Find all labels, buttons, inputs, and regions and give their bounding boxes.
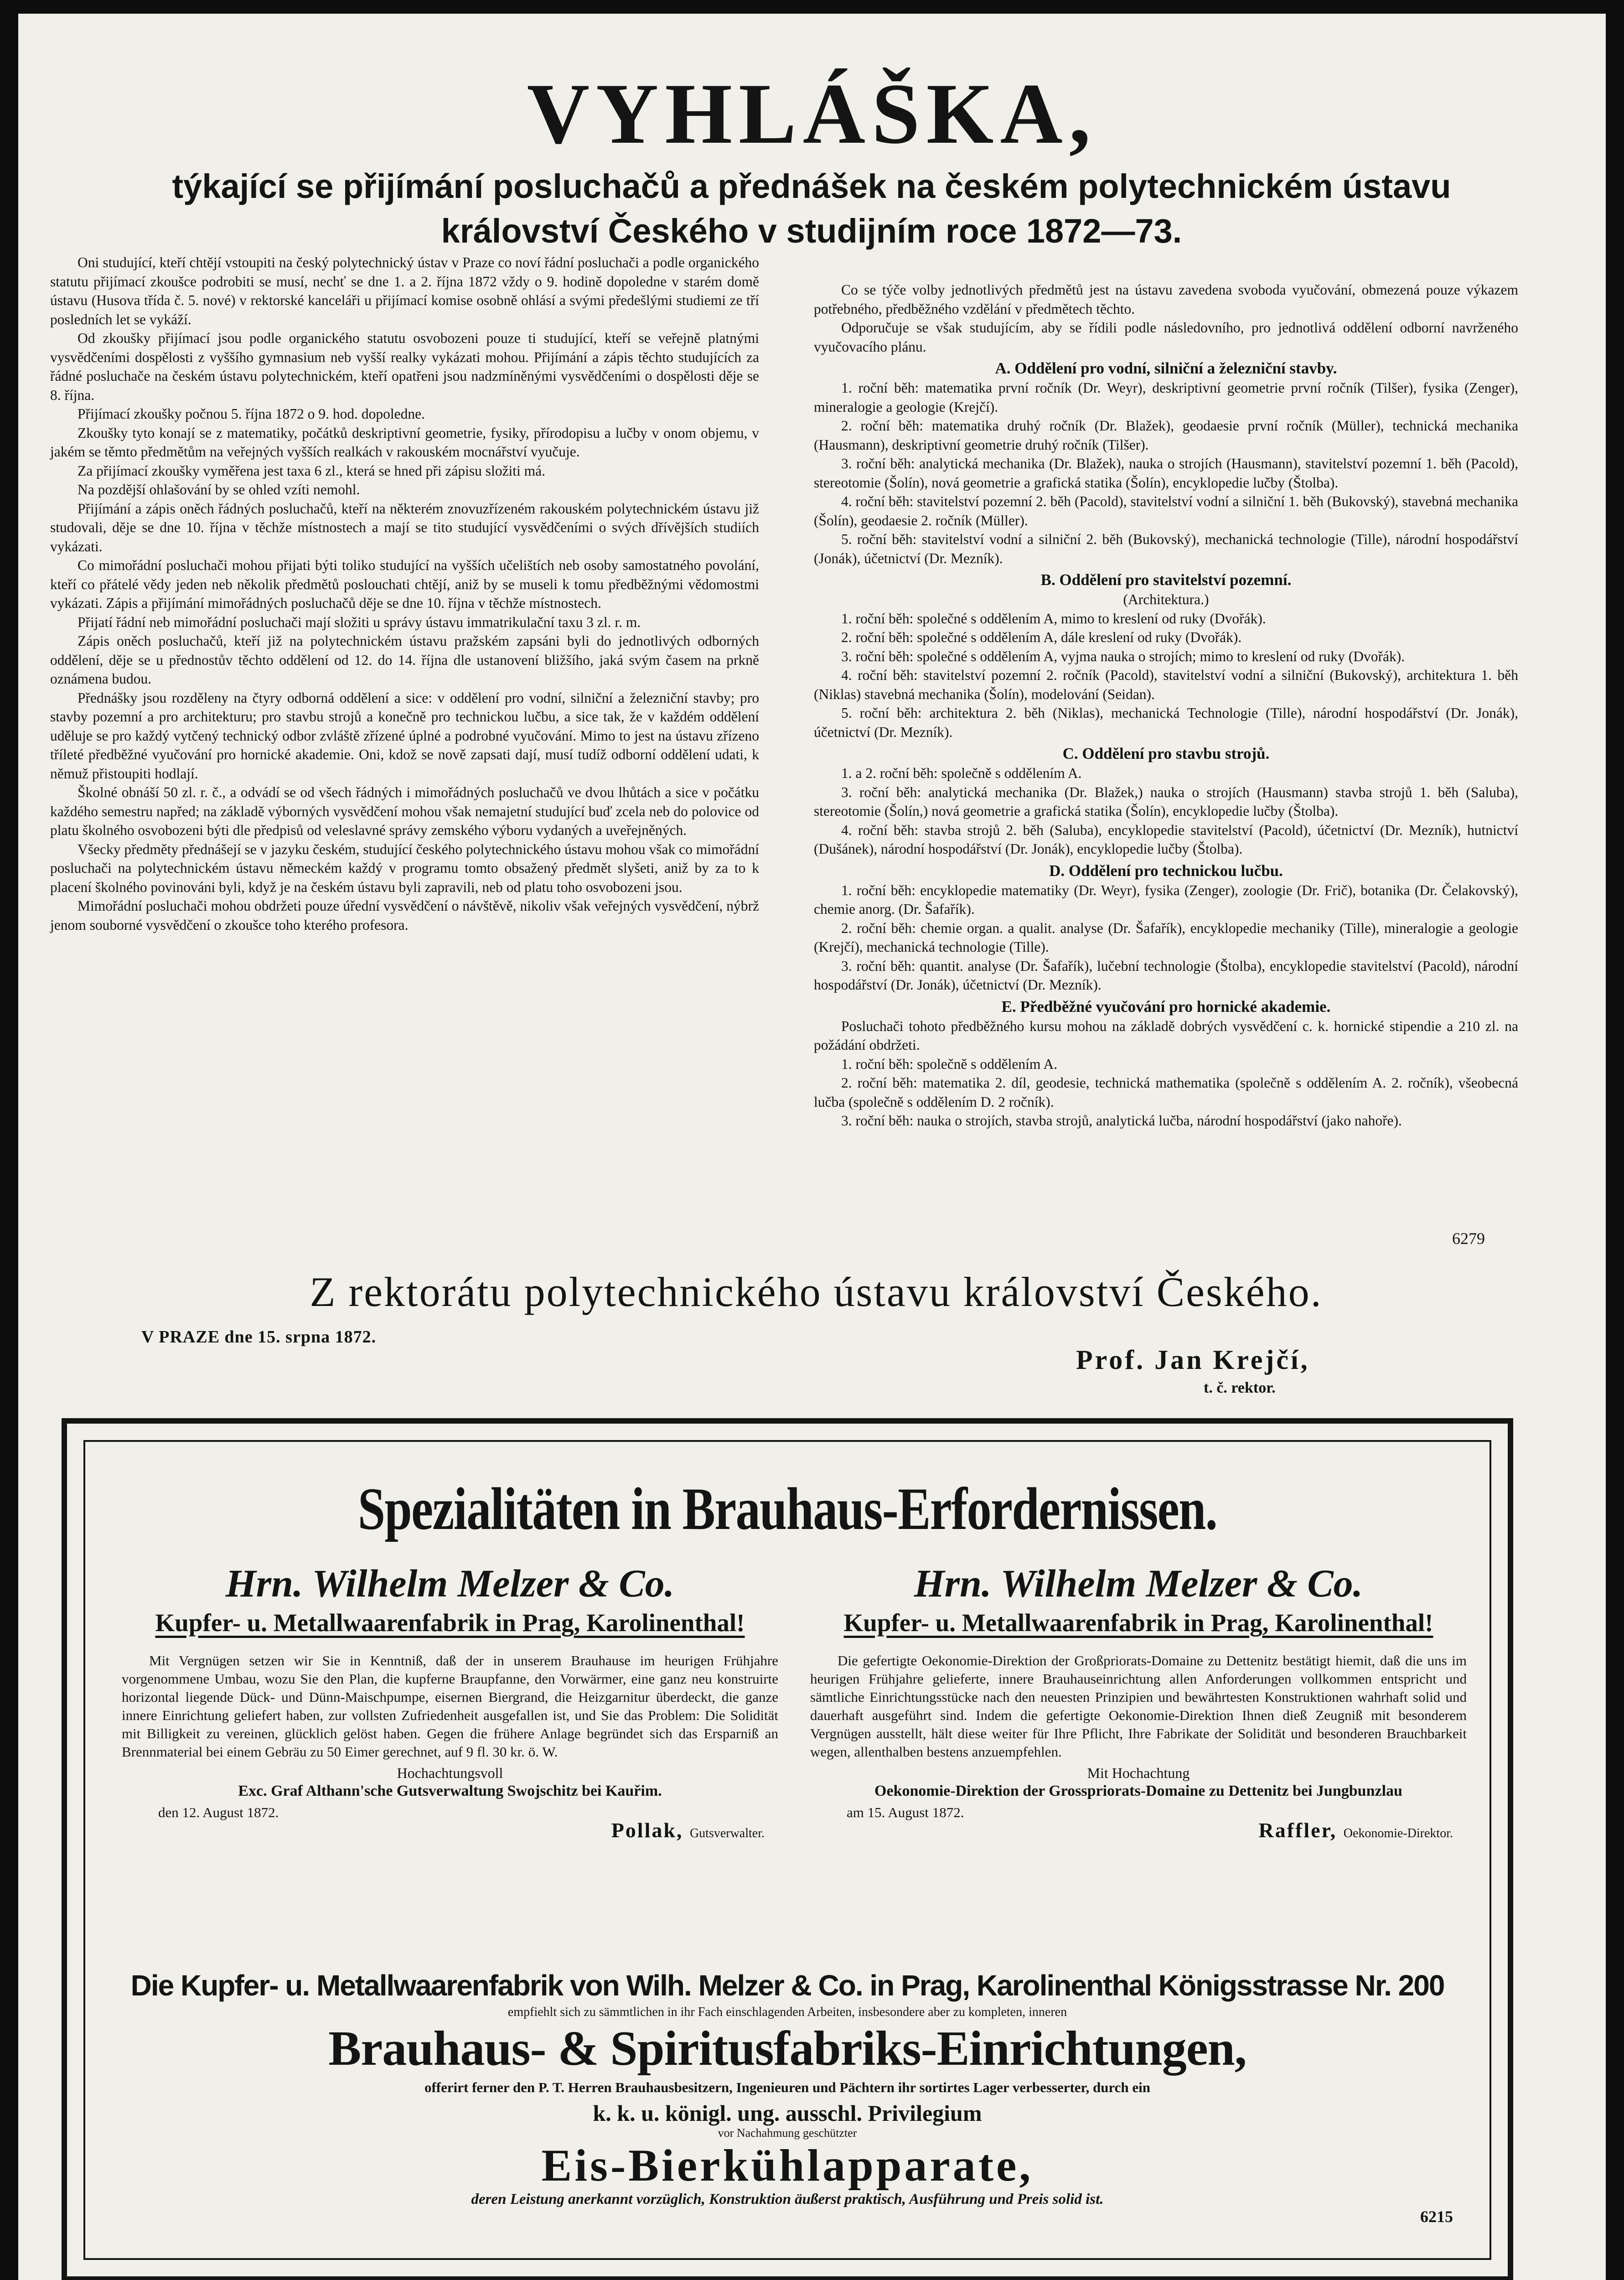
testimonial-body: Mit Vergnügen setzen wir Sie in Kenntniß, daß der in unserem Brauhause im heurigen Frühjahre vorgenommene Umbau, wozu Sie den Plan, die kupferne Braupfanne, den Vorwärmer, eine ganz neu konstruirte horizontal liegende Dück- und Dünn-Maischpumpe, eisernen Biergrand, die Heizgarnitur überdeckt, die ganze innere Einrichtung geliefert haben, zur vollsten Zufriedenheit ausgefallen ist, und Sie das Problem: Die Solidität mit Billigkeit zu vereinen, glücklich gelöst haben. Gegen die frühere Anlage begründet sich das Ersparniß an Brennmaterial bei einem Gebräu zu 50 Eimer gerechnet, auf 9 fl. 30 kr. ö. W. bbox=[122, 1653, 778, 1760]
newspaper-page bbox=[18, 14, 1606, 2280]
course-item: 2. roční běh: matematika druhý ročník (Dr. Blažek), geodaesie první ročník (Müller), technická mechanika (Hausmann), deskriptivní geometrie druhý ročník (Tilšer). bbox=[814, 418, 1518, 453]
paragraph: Co mimořádní posluchači mohou přijati býti toliko studující na vyšších učelištích neb osoby samostatného povolání, kteří co přátelé vědy jeden neb několik předmětů poslouchati chtějí, aniž by se museli k tomu předběžnými vědomostmi vykázati. Zápis a přijímání mimořádných posluchačů děje se dne 10. října v těchže místnostech. bbox=[50, 557, 759, 611]
advertisement-box bbox=[62, 1418, 1513, 2280]
section-e-intro: Posluchači tohoto předběžného kursu mohou na základě dobrých vysvědčení c. k. hornické stipendie a 210 zl. na požádání obdržeti. bbox=[814, 1018, 1518, 1053]
paragraph: Školné obnáší 50 zl. r. č., a odvádí se od všech řádných i mimořádných posluchačů ve dvou lhůtách a sice v počátku každého semestru napřed; na základě výborných vysvědčení mohou však nemajetní studující buď zcela neb do polovice od platu školného osvobozeni býti dle předpisů od veleslavné správy zemského výboru vydaných a uveřejněných. bbox=[50, 784, 759, 838]
paragraph: Zkoušky tyto konají se z matematiky, počátků deskriptivní geometrie, fysiky, přírodopisu a lučby v onom objemu, v jakém se těmto předmětům na veřejných vyšších realkách v rakouském mocnářství vyučuje. bbox=[50, 425, 759, 460]
testimonial-body: Die gefertigte Oekonomie-Direktion der Großpriorats-Domaine zu Dettenitz bestätigt hiemit, daß die uns im heurigen Frühjahre gelieferte, innere Brauhauseinrichtung allen Anforderungen vollkommen entspricht und sämtliche Einrichtungsstücke nach den neuesten Prinzipien und bewährtesten Konstruktionen wahrhaft solid und dauerhaft ausgeführt sind. Indem die gefertigte Oekonomie-Direktion Ihnen dieß Zeugniß mit besonderem Vergnügen ausstellt, hält diese weiter für Ihre Pflicht, Ihre Fabrikate der Solidität und besonderen Brauchbarkeit wegen, allenthalben bestens anzuempfehlen. bbox=[810, 1653, 1467, 1760]
testimonial-left bbox=[122, 1560, 778, 1842]
course-item: 1. a 2. roční běh: společně s oddělením A. bbox=[841, 765, 1082, 781]
course-item: 4. roční běh: stavitelství pozemní 2. běh (Pacold), stavitelství vodní a silniční 1. běh (Bukovský), stavebná mechanika (Šolín), geodaesie 2. ročník (Müller). bbox=[814, 493, 1518, 529]
course-item: 3. roční běh: quantit. analyse (Dr. Šafařík), lučební technologie (Štolba), encyklopedie stavitelství (Pacold), národní hospodářství (Dr. Jonák), účetnictví (Dr. Mezník). bbox=[814, 958, 1518, 993]
testimonial-greeting: Mit Hochachtung bbox=[1087, 1765, 1190, 1781]
course-item: 1. roční běh: společné s oddělením A, mimo to kreslení od ruky (Dvořák). bbox=[841, 610, 1266, 627]
section-heading-d: D. Oddělení pro technickou lučbu. bbox=[1049, 861, 1283, 880]
signer-title: Gutsverwalter. bbox=[689, 1826, 765, 1840]
paragraph: Přijímání a zápis oněch řádných posluchačů, kteří na některém znovuzřízeném rakouském polytechnickém ústavu již studovali, děje se dne 10. října v těchže místnostech a mají se tito studující vysvědčeními o svých dřívějších studiích vykázati. bbox=[50, 500, 759, 554]
quality-line: deren Leistung anerkannt vorzüglich, Konstruktion äußerst praktisch, Ausführung und Preis solid ist. bbox=[471, 2191, 1104, 2207]
rectorate-line: Z rektorátu polytechnického ústavu království Českého. bbox=[310, 1269, 1323, 1315]
firm-address: Kupfer- u. Metallwaarenfabrik in Prag, Karolinenthal! bbox=[155, 1609, 745, 1637]
subtitle-line-2: království Českého v studijním roce 1872—73. bbox=[441, 212, 1182, 250]
course-item: 3. roční běh: analytická mechanika (Dr. Blažek,) nauka o strojích (Hausmann) stavba strojů 1. běh (Saluba), stereotomie (Šolín,) nová geometrie a grafická statika (Šolín), encyklopedie lučby (Štolba). bbox=[814, 784, 1518, 819]
paragraph: Za přijímací zkoušky vyměřena jest taxa 6 zl., která se hned při zápisu složiti má. bbox=[78, 462, 546, 479]
testimonial-sender: Exc. Graf Althann'sche Gutsverwaltung Swojschitz bei Kauřim. bbox=[238, 1783, 662, 1799]
paragraph: Přijímací zkoušky počnou 5. října 1872 o 9. hod. dopoledne. bbox=[78, 406, 425, 422]
paragraph: Na pozdější ohlašování by se ohled vzíti nemohl. bbox=[78, 482, 360, 497]
section-heading-c: C. Oddělení pro stavbu strojů. bbox=[1062, 745, 1270, 762]
testimonial-date: den 12. August 1872. bbox=[158, 1804, 279, 1820]
course-item: 4. roční běh: stavitelství pozemní 2. ročník (Pacold), stavitelství vodní a silniční (Bukovský), architektura 1. běh (Niklas) stavebná mechanika (Šolín), modelování (Seidan). bbox=[814, 667, 1518, 702]
paragraph: Zápis oněch posluchačů, kteří již na polytechnickém ústavu pražském zapsáni byli do jednotlivých odborných oddělení, děje se u přednostův těchto oddělení od 12. do 14. října dle ustanovení bližšího, jaká svým časem na prkně oznámena budou. bbox=[50, 633, 759, 687]
protection-line: vor Nachahmung geschützter bbox=[718, 2126, 857, 2140]
course-item: 2. roční běh: chemie organ. a qualit. analyse (Dr. Šafařík), encyklopedie mechaniky (Tille), mineralogie a geologie (Krejčí), mechanická technologie (Tille). bbox=[814, 920, 1518, 955]
paragraph: Od zkoušky přijímací jsou podle organického statutu osvobozeni pouze ti studující, kteří se veřejně platnými vysvědčeními dospělosti z vyššího gymnasium neb vyšší realky vykázati mohou. Přijímání a zápis těchto studujících za řádné posluchače na českém ústavu polytechnickém, kteří opatřeni jsou nadzmíněnými vysvědčeními o dospělosti děje se 8. října. bbox=[50, 330, 759, 403]
testimonial-right bbox=[810, 1560, 1467, 1842]
signer-title: Oekonomie-Direktor. bbox=[1343, 1826, 1453, 1840]
course-item: 3. roční běh: analytická mechanika (Dr. Blažek), nauka o strojích (Hausmann), stavitelství pozemní 1. běh (Pacold), stereotomie (Šolín), nová geometrie a grafická statika (Šolín), encyklopedie lučby (Štolba). bbox=[814, 456, 1518, 491]
rector-title: t. č. rektor. bbox=[1204, 1379, 1276, 1396]
paragraph: Mimořádní posluchači mohou obdržeti pouze úřední vysvědčení o návštěvě, nikoliv však veřejných vysvědčení, nýbrž jenom souborné vysvědčení o zkoušce toho kterého profesora. bbox=[50, 898, 759, 933]
course-item: 1. roční běh: matematika první ročník (Dr. Weyr), deskriptivní geometrie první ročník (Tilšer), fysika (Zenger), mineralogie a geologie (Krejčí). bbox=[814, 380, 1518, 415]
paragraph: Odporučuje se však studujícím, aby se řídili podle následovního, pro jednotlivá oddělení odborní navrženého vyučovacího plánu. bbox=[814, 320, 1518, 355]
course-item: 2. roční běh: společné s oddělením A, dále kreslení od ruky (Dvořák). bbox=[841, 629, 1242, 645]
course-item: 1. roční běh: encyklopedie matematiky (Dr. Weyr), fysika (Zenger), zoologie (Dr. Frič), botanika (Dr. Čelakovský), chemie anorg. (Dr. Šafařík). bbox=[814, 882, 1518, 917]
testimonial-signer bbox=[810, 1818, 1467, 1842]
firm-address: Kupfer- u. Metallwaarenfabrik in Prag, Karolinenthal! bbox=[843, 1609, 1433, 1637]
subtitle-line-1: týkající se přijímání posluchačů a přednášek na českém polytechnickém ústavu bbox=[172, 167, 1451, 205]
advertisement-bottom bbox=[67, 1969, 1508, 2208]
course-item: 4. roční běh: stavba strojů 2. běh (Saluba), encyklopedie stavitelství (Pacold), účetnictví (Dr. Mezník), hutnictví (Dušánek), národní hospodářství (Dr. Jonák), encyklopedie lučby (Štolba). bbox=[814, 822, 1518, 857]
course-item: 5. roční běh: stavitelství vodní a silniční 2. běh (Bukovský), mechanická technologie (Tille), národní hospodářství (Jonák), účetnictví (Dr. Mezník). bbox=[814, 531, 1518, 566]
advertisement-headline: Spezialitäten in Brauhaus-Erfordernissen. bbox=[357, 1475, 1217, 1542]
paragraph: Přednášky jsou rozděleny na čtyry odborná oddělení a sice: v oddělení pro vodní, silniční a železniční stavby; pro stavby pozemní a pro architekturu; pro stavbu strojů a konečně pro technickou lučbu, a sice tak, že v každém oddělení uděluje se pro každý vytčený technický odbor zvláště zřízené úplné a podrobné vyučování. Mimo to jest na ústavu zřízeno tříleté předběžné vyučování pro hornické akademie. Oni, kdož se nově zapsati dají, musí tudíž odborní oddělení udati, k němuž přistoupiti hodlají. bbox=[50, 689, 759, 782]
testimonial-sender: Oekonomie-Direktion der Grosspriorats-Domaine zu Dettenitz bei Jungbunzlau bbox=[874, 1783, 1402, 1799]
page-title: VYHLÁŠKA, bbox=[527, 66, 1097, 162]
owners-line: offerirt ferner den P. T. Herren Brauhausbesitzern, Ingenieuren und Pächtern ihr sortirtes Lager verbesserter, durch ein bbox=[424, 2079, 1151, 2095]
testimonial-greeting: Hochachtungsvoll bbox=[397, 1765, 503, 1781]
company-address-line: Die Kupfer- u. Metallwaarenfabrik von Wilh. Melzer & Co. in Prag, Karolinenthal Königsstrasse Nr. 200 bbox=[130, 1969, 1444, 2002]
page-subtitle bbox=[55, 164, 1568, 254]
paragraph: Všecky předměty přednášejí se v jazyku českém, studující českého polytechnického ústavu mohou však co mimořádní posluchači na polytechnickém ústavu německém každý v programu tomto obsažený předmět slyšeti, aniž by za to k placení školného povinováni byli, když je na českém ústavu byli zapravili, neb od platu toho osvobozeni jsou. bbox=[50, 841, 759, 895]
brewery-equipment-line: Brauhaus- & Spiritusfabriks-Einrichtungen, bbox=[328, 2021, 1246, 2076]
testimonial-date: am 15. August 1872. bbox=[847, 1804, 964, 1820]
announcement-left-column bbox=[50, 253, 759, 934]
course-item: 3. roční běh: společné s oddělením A, vyjma nauka o strojích; mimo to kreslení od ruky (Dvořák). bbox=[841, 648, 1405, 664]
course-item: 5. roční běh: architektura 2. běh (Niklas), mechanická Technologie (Tille), národní hospodářství (Dr. Jonák), účetnictví (Dr. Mezník). bbox=[814, 705, 1518, 740]
testimonial-signer bbox=[122, 1818, 778, 1842]
firm-name: Hrn. Wilhelm Melzer & Co. bbox=[914, 1561, 1363, 1605]
section-heading-a: A. Oddělení pro vodní, silniční a železniční stavby. bbox=[995, 359, 1337, 377]
signer-name: Raffler, bbox=[1258, 1819, 1337, 1842]
signer-name: Pollak, bbox=[611, 1819, 683, 1842]
paragraph: Oni studující, kteří chtějí vstoupiti na český polytechnický ústav v Praze co noví řádní posluchači a podle organického statutu přijímací zkoušce podrobiti se musí, nechť se dne 1. a 2. října 1872 vždy o 9. hodině dopoledne v starém domě ústavu (Husova třída č. 5. nové) v rektorské kanceláři u přijímací komise osobně ohlásí a svými předešlými studiemi ze tří posledních let se vykáží. bbox=[50, 254, 759, 327]
firm-name: Hrn. Wilhelm Melzer & Co. bbox=[225, 1561, 675, 1605]
recommend-line: empfiehlt sich zu sämmtlichen in ihr Fach einschlagenden Arbeiten, insbesondere aber zu kompleten, inneren bbox=[507, 2005, 1067, 2019]
course-item: 1. roční běh: společně s oddělením A. bbox=[841, 1056, 1058, 1072]
advertisement-number: 6215 bbox=[1420, 2207, 1453, 2226]
privilege-line: k. k. u. königl. ung. ausschl. Privilegium bbox=[593, 2100, 982, 2126]
course-item: 2. roční běh: matematika 2. díl, geodesie, technická mathematika (společně s oddělením A. 2. ročník), všeobecná lučba (společně s oddělením D. 2 ročník). bbox=[814, 1075, 1518, 1110]
announcement-number: 6279 bbox=[1452, 1229, 1485, 1248]
section-heading-e: E. Předběžné vyučování pro hornické akademie. bbox=[1001, 997, 1331, 1016]
rector-signature: Prof. Jan Krejčí, bbox=[1076, 1345, 1310, 1375]
announcement-right-column bbox=[814, 280, 1518, 1130]
section-subheading-b: (Architektura.) bbox=[1123, 591, 1209, 607]
course-item: 3. roční běh: nauka o strojích, stavba strojů, analytická lučba, národní hospodářství (jako nahoře). bbox=[841, 1113, 1402, 1129]
section-heading-b: B. Oddělení pro stavitelství pozemní. bbox=[1040, 571, 1292, 589]
paragraph: Přijatí řádní neb mimořádní posluchači mají složiti u správy ústavu immatrikulační taxu 3 zl. r. m. bbox=[78, 614, 641, 630]
ice-beer-cooler-line: Eis-Bierkühlapparate, bbox=[541, 2140, 1034, 2191]
paragraph: Co se týče volby jednotlivých předmětů jest na ústavu zavedena svoboda vyučování, obmezená pouze výkazem potřebného, předběžného vzdělání v předmětech těchto. bbox=[814, 282, 1518, 317]
place-date: V PRAZE dne 15. srpna 1872. bbox=[141, 1327, 377, 1347]
